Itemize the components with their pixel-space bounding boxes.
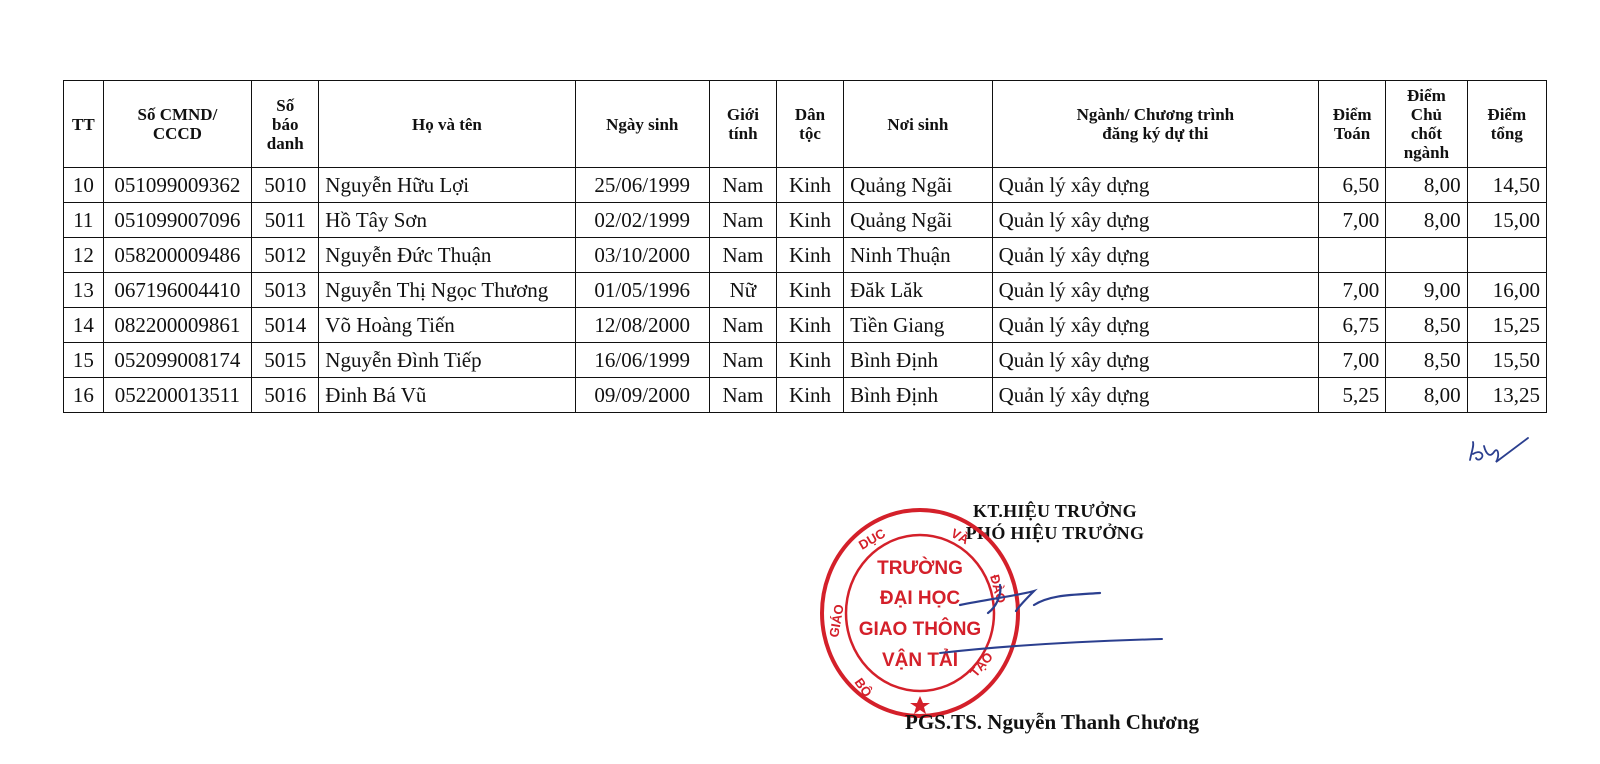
cell-id-number: 058200009486 <box>103 238 252 273</box>
cell-total-score: 15,25 <box>1467 308 1546 343</box>
cell-place-of-birth: Bình Định <box>844 378 993 413</box>
cell-math-score: 7,00 <box>1319 203 1386 238</box>
cell-major-score: 8,00 <box>1386 168 1467 203</box>
cell-tt: 12 <box>64 238 104 273</box>
cell-major-score: 8,50 <box>1386 308 1467 343</box>
cell-math-score: 7,00 <box>1319 273 1386 308</box>
cell-date-of-birth: 02/02/1999 <box>575 203 709 238</box>
cell-program: Quản lý xây dựng <box>992 168 1319 203</box>
cell-place-of-birth: Đăk Lăk <box>844 273 993 308</box>
cell-place-of-birth: Ninh Thuận <box>844 238 993 273</box>
table-row <box>64 273 1547 308</box>
cell-gender: Nam <box>709 203 776 238</box>
cell-total-score: 15,00 <box>1467 203 1546 238</box>
cell-id-number: 052200013511 <box>103 378 252 413</box>
cell-id-number: 051099007096 <box>103 203 252 238</box>
table-body <box>64 168 1547 413</box>
cell-math-score: 6,50 <box>1319 168 1386 203</box>
header-ethnicity: Dân tộc <box>776 81 843 168</box>
header-math-score: Điểm Toán <box>1319 81 1386 168</box>
cell-id-number: 051099009362 <box>103 168 252 203</box>
cell-place-of-birth: Quảng Ngãi <box>844 203 993 238</box>
table-row <box>64 203 1547 238</box>
cell-gender: Nữ <box>709 273 776 308</box>
seal-text-line4: VẬN TẢI <box>882 650 958 671</box>
cell-full-name: Võ Hoàng Tiến <box>319 308 575 343</box>
header-major-score: Điểm Chủ chốt ngành <box>1386 81 1467 168</box>
cell-major-score: 8,00 <box>1386 203 1467 238</box>
cell-candidate-number: 5013 <box>252 273 319 308</box>
results-table <box>63 80 1547 413</box>
cell-total-score <box>1467 238 1546 273</box>
cell-full-name: Nguyễn Đức Thuận <box>319 238 575 273</box>
cell-date-of-birth: 01/05/1996 <box>575 273 709 308</box>
seal-ring-text-top-left: DỤC <box>856 525 888 553</box>
cell-ethnicity: Kinh <box>776 343 843 378</box>
cell-program: Quản lý xây dựng <box>992 343 1319 378</box>
cell-gender: Nam <box>709 238 776 273</box>
cell-tt: 10 <box>64 168 104 203</box>
seal-ring-text-right: ĐÀO <box>987 572 1010 605</box>
cell-date-of-birth: 03/10/2000 <box>575 238 709 273</box>
cell-total-score: 13,25 <box>1467 378 1546 413</box>
seal-text-line1: TRƯỜNG <box>877 558 963 579</box>
cell-id-number: 067196004410 <box>103 273 252 308</box>
table-row <box>64 343 1547 378</box>
cell-full-name: Nguyễn Đình Tiếp <box>319 343 575 378</box>
header-total-score: Điểm tổng <box>1467 81 1546 168</box>
header-id-number: Số CMND/ CCCD <box>103 81 252 168</box>
cell-gender: Nam <box>709 343 776 378</box>
cell-full-name: Hồ Tây Sơn <box>319 203 575 238</box>
header-date-of-birth: Ngày sinh <box>575 81 709 168</box>
header-program: Ngành/ Chương trình đăng ký dự thi <box>992 81 1319 168</box>
cell-program: Quản lý xây dựng <box>992 378 1319 413</box>
header-full-name: Họ và tên <box>319 81 575 168</box>
cell-major-score: 8,00 <box>1386 378 1467 413</box>
cell-ethnicity: Kinh <box>776 308 843 343</box>
cell-id-number: 052099008174 <box>103 343 252 378</box>
cell-gender: Nam <box>709 168 776 203</box>
cell-gender: Nam <box>709 308 776 343</box>
cell-candidate-number: 5011 <box>252 203 319 238</box>
cell-math-score: 7,00 <box>1319 343 1386 378</box>
cell-major-score: 8,50 <box>1386 343 1467 378</box>
cell-math-score: 6,75 <box>1319 308 1386 343</box>
seal-ring-text-bottom-left: BỘ <box>851 675 876 700</box>
cell-date-of-birth: 16/06/1999 <box>575 343 709 378</box>
cell-tt: 16 <box>64 378 104 413</box>
cell-math-score: 5,25 <box>1319 378 1386 413</box>
cell-program: Quản lý xây dựng <box>992 273 1319 308</box>
seal-text-line2: ĐẠI HỌC <box>879 588 961 609</box>
cell-math-score <box>1319 238 1386 273</box>
cell-ethnicity: Kinh <box>776 273 843 308</box>
cell-total-score: 15,50 <box>1467 343 1546 378</box>
table-row <box>64 238 1547 273</box>
header-tt: TT <box>64 81 104 168</box>
table-row <box>64 378 1547 413</box>
cell-ethnicity: Kinh <box>776 168 843 203</box>
cell-tt: 14 <box>64 308 104 343</box>
cell-date-of-birth: 12/08/2000 <box>575 308 709 343</box>
cell-gender: Nam <box>709 378 776 413</box>
seal-ring-text-top-right: VÀ <box>948 525 972 548</box>
cell-candidate-number: 5015 <box>252 343 319 378</box>
handwritten-signature <box>930 565 1170 665</box>
handwritten-initial-mark <box>1462 432 1532 468</box>
cell-candidate-number: 5014 <box>252 308 319 343</box>
cell-program: Quản lý xây dựng <box>992 308 1319 343</box>
cell-major-score <box>1386 238 1467 273</box>
signature-title-line2: PHÓ HIỆU TRƯỞNG <box>965 523 1145 543</box>
cell-major-score: 9,00 <box>1386 273 1467 308</box>
header-place-of-birth: Nơi sinh <box>844 81 993 168</box>
table-row <box>64 168 1547 203</box>
cell-program: Quản lý xây dựng <box>992 238 1319 273</box>
header-candidate-number: Số báo danh <box>252 81 319 168</box>
cell-date-of-birth: 25/06/1999 <box>575 168 709 203</box>
signature-title-line1: KT.HIỆU TRƯỞNG <box>973 501 1137 521</box>
cell-date-of-birth: 09/09/2000 <box>575 378 709 413</box>
cell-full-name: Nguyễn Hữu Lợi <box>319 168 575 203</box>
table-header-row <box>64 81 1547 168</box>
seal-ring-text-bottom-right: TẠO <box>966 649 996 680</box>
cell-candidate-number: 5016 <box>252 378 319 413</box>
cell-place-of-birth: Quảng Ngãi <box>844 168 993 203</box>
cell-ethnicity: Kinh <box>776 238 843 273</box>
seal-text-line3: GIAO THÔNG <box>858 619 982 640</box>
cell-tt: 11 <box>64 203 104 238</box>
cell-full-name: Nguyễn Thị Ngọc Thương <box>319 273 575 308</box>
cell-candidate-number: 5010 <box>252 168 319 203</box>
cell-tt: 15 <box>64 343 104 378</box>
signer-name: PGS.TS. Nguyễn Thanh Chương <box>905 710 1200 734</box>
cell-full-name: Đinh Bá Vũ <box>319 378 575 413</box>
cell-place-of-birth: Bình Định <box>844 343 993 378</box>
cell-id-number: 082200009861 <box>103 308 252 343</box>
cell-total-score: 14,50 <box>1467 168 1546 203</box>
cell-tt: 13 <box>64 273 104 308</box>
cell-place-of-birth: Tiền Giang <box>844 308 993 343</box>
cell-ethnicity: Kinh <box>776 378 843 413</box>
seal-ring-text-left: GIÁO <box>826 603 847 639</box>
cell-candidate-number: 5012 <box>252 238 319 273</box>
cell-ethnicity: Kinh <box>776 203 843 238</box>
header-gender: Giới tính <box>709 81 776 168</box>
cell-program: Quản lý xây dựng <box>992 203 1319 238</box>
cell-total-score: 16,00 <box>1467 273 1546 308</box>
table-row <box>64 308 1547 343</box>
